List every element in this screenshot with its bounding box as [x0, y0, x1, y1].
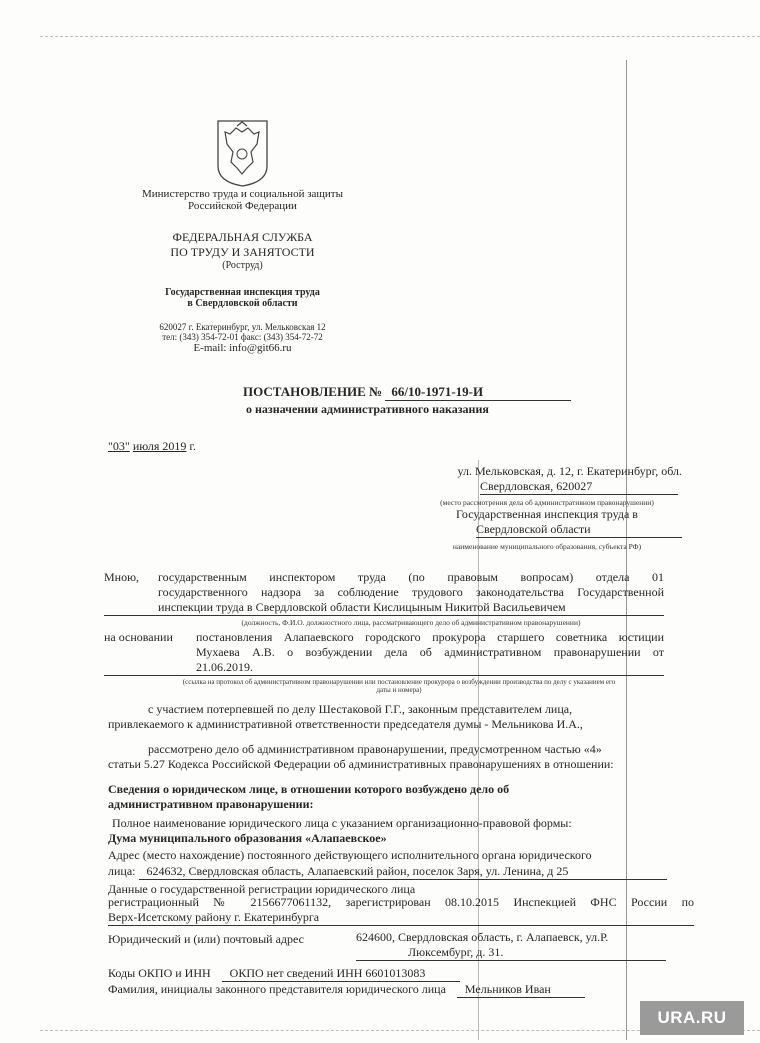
resolution-title: ПОСТАНОВЛЕНИЕ № 66/10-1971-19-И	[243, 384, 571, 401]
watermark-logo: URA.RU	[640, 1001, 744, 1035]
scan-edge-top	[40, 36, 760, 37]
address-label: Адрес (место нахождение) постоянного действующего исполнительного органа юридического	[108, 848, 592, 862]
ministry-name: Министерство труда и социальной защиты Российской Федерации	[142, 188, 343, 212]
inspector-caption: (должность, Ф.И.О. должностного лица, рассматривающего дело об административном правонарушении)	[241, 618, 581, 627]
registration-label: Данные о государственной регистрации юридического лица	[108, 882, 416, 896]
inspection-contacts: 620027 г. Екатеринбург, ул. Мельковская 12 тел: (343) 354-72-01 факс: (343) 354-72-72 E-mail: info@git66.ru	[159, 322, 326, 354]
registration-value: регистрационный № 2156677061132, зарегистрирован 08.10.2015 Инспекцией ФНС России по Верх-Исетскому району г. Екатеринбурга	[108, 895, 694, 924]
inspection-name: Государственная инспекция труда в Свердловской области	[165, 287, 320, 309]
postal-address-label: Юридический и (или) почтовый адрес	[108, 932, 304, 946]
resolution-date: "03" июля 2019 г.	[108, 439, 196, 453]
coat-of-arms-emblem	[215, 118, 270, 188]
place-of-consideration: ул. Мельковская, д. 12, г. Екатеринбург, обл. Свердловская, 620027	[457, 464, 682, 493]
codes-row: Коды ОКПО и ИНН ОКПО нет сведений ИНН 6601013083	[108, 966, 460, 982]
participation-paragraph: с участием потерпевшей по делу Шестаковой Г.Г., законным представителем лица, привлекаемого к административной ответственности председателя думы - Мельникова И.А.,	[108, 702, 583, 731]
representative-row: Фамилия, инициалы законного представителя юридического лица Мельников Иван	[108, 982, 585, 998]
considered-paragraph: рассмотрено дело об административном правонарушении, предусмотренном частью «4» статьи 5.27 Кодекса Российской Федерации об административных правонарушениях в отношении:	[108, 742, 614, 771]
basis-paragraph: на основании постановления Алапаевского городского прокурора старшего советника юстиции Мухаева А.В. о возбуждении дела об административном правонарушении от 21.06.2019.	[104, 630, 664, 674]
resolution-subtitle: о назначении административного наказания	[246, 402, 489, 416]
legal-entity-heading: Сведения о юридическом лице, в отношении которого возбуждено дело об административном правонарушении:	[108, 782, 510, 811]
full-name-label: Полное наименование юридического лица с указанием организационно-правовой формы:	[112, 816, 572, 830]
federal-service-name: ФЕДЕРАЛЬНАЯ СЛУЖБА ПО ТРУДУ И ЗАНЯТОСТИ (Роструд)	[170, 230, 315, 271]
full-name-value: Дума муниципального образования «Алапаевское»	[108, 831, 387, 845]
postal-address-value: 624600, Свердловская область, г. Алапаевск, ул.Р. Люксембург, д. 31.	[356, 930, 666, 961]
basis-caption: (ссылка на протокол об административном правонарушении или постановление прокурора о возбуждении производства по делу с указанием его даты и номера)	[182, 678, 616, 694]
authority-name: Государственная инспекция труда в Свердловской области	[412, 507, 682, 538]
address-row: лица: 624632, Свердловская область, Алапаевский район, поселок Заря, ул. Ленина, д 25	[108, 864, 667, 880]
place-caption: (место рассмотрения дела об административном правонарушении)	[440, 498, 654, 507]
inspector-paragraph: Мною, государственным инспектором труда (по правовым вопросам) отдела 01 государственного надзора за соблюдение трудового законодательства Государственной инспекции труда в Свердловской области Кислицыным Никитой Васильевичем	[104, 570, 664, 614]
authority-caption: наименование муниципального образования, субъекта РФ)	[452, 542, 642, 551]
